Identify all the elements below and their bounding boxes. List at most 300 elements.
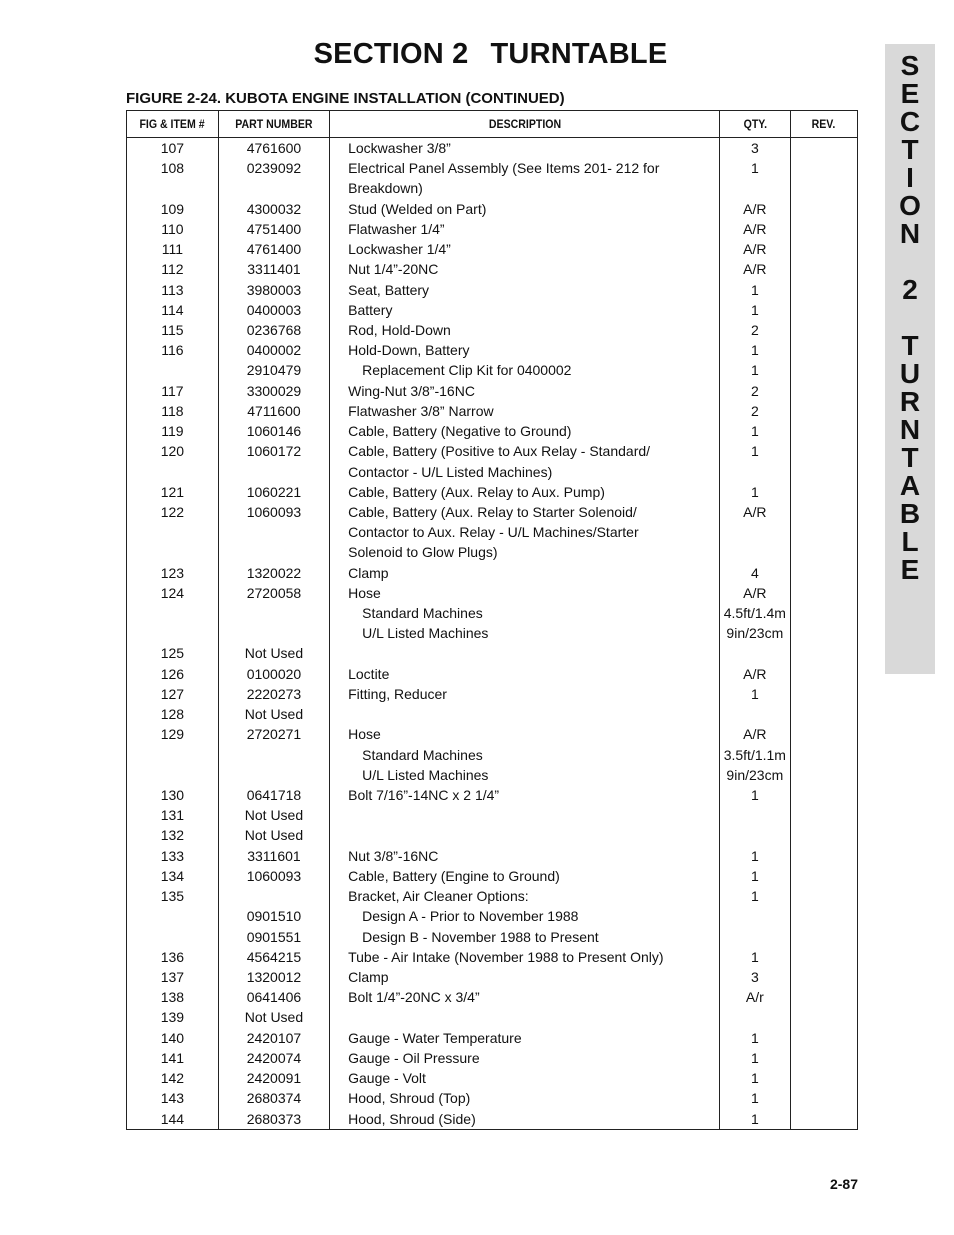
- side-tab-letter: 2: [902, 274, 918, 305]
- revision-cell: [790, 300, 857, 320]
- item-number-cell: 112: [127, 259, 219, 279]
- revision-cell: [790, 765, 857, 785]
- part-number-cell: 2720058: [218, 583, 329, 603]
- item-number-cell: [127, 906, 219, 926]
- revision-cell: [790, 1048, 857, 1068]
- description-cell: [330, 805, 720, 825]
- part-number-cell: Not Used: [218, 643, 329, 663]
- quantity-cell: 3.5ft/1.1m: [719, 745, 790, 765]
- quantity-cell: 4.5ft/1.4m: [719, 603, 790, 623]
- side-tab-letter: T: [901, 134, 919, 165]
- item-number-cell: 130: [127, 785, 219, 805]
- part-number-cell: 0236768: [218, 320, 329, 340]
- side-tab-letter: T: [901, 442, 919, 473]
- description-cell: Hood, Shroud (Side): [330, 1109, 720, 1130]
- table-row: [127, 1007, 858, 1027]
- side-tab-letter: S: [900, 50, 920, 81]
- column-header-qty: QTY.: [719, 111, 790, 138]
- table-row: [127, 927, 858, 947]
- side-tab-letter: N: [899, 414, 921, 445]
- page-number: 2-87: [829, 1176, 858, 1192]
- table-row: [127, 482, 858, 502]
- description-cell: Standard Machines: [330, 745, 720, 765]
- quantity-cell: 1: [719, 300, 790, 320]
- description-cell: Design A - Prior to November 1988: [330, 906, 720, 926]
- description-cell: Design B - November 1988 to Present: [330, 927, 720, 947]
- item-number-cell: [127, 178, 219, 198]
- quantity-cell: [719, 825, 790, 845]
- revision-cell: [790, 259, 857, 279]
- column-header-description: DESCRIPTION: [330, 111, 720, 138]
- table-row: [127, 320, 858, 340]
- side-tab-letter: L: [901, 526, 919, 557]
- revision-cell: [790, 583, 857, 603]
- description-cell: Flatwasher 3/8” Narrow: [330, 401, 720, 421]
- quantity-cell: A/R: [719, 724, 790, 744]
- table-row: [127, 785, 858, 805]
- parts-table: [126, 110, 858, 1130]
- item-number-cell: 119: [127, 421, 219, 441]
- description-cell: Cable, Battery (Negative to Ground): [330, 421, 720, 441]
- table-row: [127, 704, 858, 724]
- description-cell: Hose: [330, 724, 720, 744]
- table-row: [127, 199, 858, 219]
- revision-cell: [790, 1088, 857, 1108]
- item-number-cell: 118: [127, 401, 219, 421]
- part-number-cell: Not Used: [218, 825, 329, 845]
- part-number-cell: [218, 765, 329, 785]
- quantity-cell: 1: [719, 441, 790, 461]
- quantity-cell: A/R: [719, 259, 790, 279]
- description-cell: Hose: [330, 583, 720, 603]
- part-number-cell: 3300029: [218, 381, 329, 401]
- section-side-tab: [885, 44, 935, 674]
- quantity-cell: 1: [719, 340, 790, 360]
- item-number-cell: [127, 542, 219, 562]
- part-number-cell: 1320022: [218, 563, 329, 583]
- item-number-cell: [127, 765, 219, 785]
- table-row: [127, 381, 858, 401]
- part-number-cell: 2420091: [218, 1068, 329, 1088]
- item-number-cell: 110: [127, 219, 219, 239]
- table-row: [127, 178, 858, 198]
- table-row: [127, 502, 858, 522]
- description-cell: Rod, Hold-Down: [330, 320, 720, 340]
- item-number-cell: [127, 623, 219, 643]
- item-number-cell: 137: [127, 967, 219, 987]
- description-cell: U/L Listed Machines: [330, 623, 720, 643]
- revision-cell: [790, 522, 857, 542]
- side-tab-letter: U: [899, 358, 921, 389]
- side-tab-letter: I: [906, 162, 914, 193]
- part-number-cell: 0641718: [218, 785, 329, 805]
- item-number-cell: 113: [127, 280, 219, 300]
- part-number-cell: [218, 886, 329, 906]
- item-number-cell: [127, 360, 219, 380]
- parts-table-body: [127, 138, 858, 1130]
- column-header-item: FIG & ITEM #: [127, 111, 219, 138]
- revision-cell: [790, 381, 857, 401]
- quantity-cell: 1: [719, 846, 790, 866]
- part-number-cell: 2220273: [218, 684, 329, 704]
- item-number-cell: 120: [127, 441, 219, 461]
- quantity-cell: [719, 704, 790, 724]
- table-row: [127, 684, 858, 704]
- table-row: [127, 906, 858, 926]
- item-number-cell: 132: [127, 825, 219, 845]
- part-number-cell: 1060093: [218, 502, 329, 522]
- item-number-cell: 144: [127, 1109, 219, 1130]
- quantity-cell: 1: [719, 1088, 790, 1108]
- quantity-cell: 2: [719, 320, 790, 340]
- side-tab-letter: N: [899, 218, 921, 249]
- revision-cell: [790, 805, 857, 825]
- description-cell: Fitting, Reducer: [330, 684, 720, 704]
- side-tab-letter: E: [900, 78, 920, 109]
- table-header-row: [127, 111, 858, 138]
- description-cell: Hold-Down, Battery: [330, 340, 720, 360]
- description-cell: Seat, Battery: [330, 280, 720, 300]
- part-number-cell: 0901510: [218, 906, 329, 926]
- item-number-cell: 133: [127, 846, 219, 866]
- description-cell: Nut 1/4”-20NC: [330, 259, 720, 279]
- part-number-cell: 3311601: [218, 846, 329, 866]
- table-row: [127, 846, 858, 866]
- table-row: [127, 401, 858, 421]
- table-row: [127, 1028, 858, 1048]
- side-tab-letter: T: [901, 330, 919, 361]
- item-number-cell: 109: [127, 199, 219, 219]
- quantity-cell: 1: [719, 360, 790, 380]
- table-row: [127, 158, 858, 178]
- revision-cell: [790, 199, 857, 219]
- description-cell: Breakdown): [330, 178, 720, 198]
- table-row: [127, 462, 858, 482]
- revision-cell: [790, 745, 857, 765]
- description-cell: Tube - Air Intake (November 1988 to Present Only): [330, 947, 720, 967]
- quantity-cell: 1: [719, 1109, 790, 1130]
- table-row: [127, 643, 858, 663]
- quantity-cell: A/R: [719, 199, 790, 219]
- item-number-cell: 139: [127, 1007, 219, 1027]
- revision-cell: [790, 947, 857, 967]
- description-cell: Replacement Clip Kit for 0400002: [330, 360, 720, 380]
- description-cell: Stud (Welded on Part): [330, 199, 720, 219]
- part-number-cell: 4711600: [218, 401, 329, 421]
- table-row: [127, 239, 858, 259]
- table-row: [127, 664, 858, 684]
- revision-cell: [790, 320, 857, 340]
- quantity-cell: 3: [719, 138, 790, 159]
- description-cell: Clamp: [330, 563, 720, 583]
- table-row: [127, 542, 858, 562]
- part-number-cell: 1320012: [218, 967, 329, 987]
- part-number-cell: 3980003: [218, 280, 329, 300]
- revision-cell: [790, 1068, 857, 1088]
- item-number-cell: 108: [127, 158, 219, 178]
- revision-cell: [790, 1028, 857, 1048]
- quantity-cell: 1: [719, 785, 790, 805]
- revision-cell: [790, 906, 857, 926]
- description-cell: Battery: [330, 300, 720, 320]
- table-row: [127, 1068, 858, 1088]
- item-number-cell: 127: [127, 684, 219, 704]
- description-cell: Cable, Battery (Aux. Relay to Aux. Pump): [330, 482, 720, 502]
- table-row: [127, 219, 858, 239]
- description-cell: Electrical Panel Assembly (See Items 201- 212 for: [330, 158, 720, 178]
- item-number-cell: 138: [127, 987, 219, 1007]
- revision-cell: [790, 1007, 857, 1027]
- description-cell: Contactor - U/L Listed Machines): [330, 462, 720, 482]
- part-number-cell: 2910479: [218, 360, 329, 380]
- revision-cell: [790, 967, 857, 987]
- table-row: [127, 1088, 858, 1108]
- side-tab-letter: A: [899, 470, 921, 501]
- revision-cell: [790, 664, 857, 684]
- side-tab-letter: E: [900, 554, 920, 585]
- item-number-cell: 125: [127, 643, 219, 663]
- description-cell: Gauge - Oil Pressure: [330, 1048, 720, 1068]
- quantity-cell: 9in/23cm: [719, 765, 790, 785]
- item-number-cell: 140: [127, 1028, 219, 1048]
- part-number-cell: 1060172: [218, 441, 329, 461]
- item-number-cell: 129: [127, 724, 219, 744]
- table-row: [127, 987, 858, 1007]
- quantity-cell: [719, 906, 790, 926]
- quantity-cell: [719, 522, 790, 542]
- revision-cell: [790, 401, 857, 421]
- description-cell: Bolt 1/4”-20NC x 3/4”: [330, 987, 720, 1007]
- quantity-cell: [719, 643, 790, 663]
- quantity-cell: [719, 178, 790, 198]
- column-header-part-number: PART NUMBER: [218, 111, 329, 138]
- revision-cell: [790, 360, 857, 380]
- quantity-cell: [719, 805, 790, 825]
- part-number-cell: 3311401: [218, 259, 329, 279]
- revision-cell: [790, 563, 857, 583]
- figure-title: FIGURE 2-24. KUBOTA ENGINE INSTALLATION (CONTINUED): [126, 90, 565, 107]
- description-cell: Gauge - Volt: [330, 1068, 720, 1088]
- table-row: [127, 825, 858, 845]
- part-number-cell: 1060093: [218, 866, 329, 886]
- revision-cell: [790, 866, 857, 886]
- revision-cell: [790, 421, 857, 441]
- part-number-cell: 2720271: [218, 724, 329, 744]
- quantity-cell: A/R: [719, 502, 790, 522]
- revision-cell: [790, 987, 857, 1007]
- table-row: [127, 886, 858, 906]
- item-number-cell: 135: [127, 886, 219, 906]
- revision-cell: [790, 219, 857, 239]
- revision-cell: [790, 482, 857, 502]
- part-number-cell: [218, 745, 329, 765]
- part-number-cell: 1060221: [218, 482, 329, 502]
- item-number-cell: 142: [127, 1068, 219, 1088]
- part-number-cell: [218, 178, 329, 198]
- description-cell: Clamp: [330, 967, 720, 987]
- part-number-cell: [218, 542, 329, 562]
- description-cell: Wing-Nut 3/8”-16NC: [330, 381, 720, 401]
- table-row: [127, 866, 858, 886]
- quantity-cell: [719, 542, 790, 562]
- part-number-cell: Not Used: [218, 704, 329, 724]
- description-cell: Lockwasher 3/8”: [330, 138, 720, 159]
- item-number-cell: 136: [127, 947, 219, 967]
- side-tab-letter: B: [899, 498, 921, 529]
- table-row: [127, 259, 858, 279]
- revision-cell: [790, 462, 857, 482]
- table-row: [127, 340, 858, 360]
- part-number-cell: Not Used: [218, 1007, 329, 1027]
- quantity-cell: 1: [719, 280, 790, 300]
- table-row: [127, 603, 858, 623]
- revision-cell: [790, 704, 857, 724]
- revision-cell: [790, 280, 857, 300]
- description-cell: [330, 825, 720, 845]
- section-label: SECTION 2: [313, 38, 469, 70]
- quantity-cell: A/R: [719, 664, 790, 684]
- quantity-cell: 1: [719, 947, 790, 967]
- table-row: [127, 421, 858, 441]
- description-cell: Cable, Battery (Aux. Relay to Starter Solenoid/: [330, 502, 720, 522]
- item-number-cell: [127, 745, 219, 765]
- item-number-cell: 141: [127, 1048, 219, 1068]
- item-number-cell: 124: [127, 583, 219, 603]
- revision-cell: [790, 138, 857, 159]
- table-row: [127, 805, 858, 825]
- table-row: [127, 441, 858, 461]
- item-number-cell: 114: [127, 300, 219, 320]
- table-row: [127, 745, 858, 765]
- item-number-cell: 134: [127, 866, 219, 886]
- revision-cell: [790, 603, 857, 623]
- part-number-cell: 0901551: [218, 927, 329, 947]
- quantity-cell: [719, 462, 790, 482]
- item-number-cell: 143: [127, 1088, 219, 1108]
- description-cell: Solenoid to Glow Plugs): [330, 542, 720, 562]
- part-number-cell: 2420107: [218, 1028, 329, 1048]
- quantity-cell: 4: [719, 563, 790, 583]
- table-row: [127, 623, 858, 643]
- item-number-cell: 111: [127, 239, 219, 259]
- table-row: [127, 967, 858, 987]
- item-number-cell: 107: [127, 138, 219, 159]
- table-row: [127, 724, 858, 744]
- part-number-cell: 0641406: [218, 987, 329, 1007]
- item-number-cell: 121: [127, 482, 219, 502]
- quantity-cell: A/R: [719, 239, 790, 259]
- description-cell: Bracket, Air Cleaner Options:: [330, 886, 720, 906]
- table-row: [127, 947, 858, 967]
- revision-cell: [790, 825, 857, 845]
- item-number-cell: 126: [127, 664, 219, 684]
- table-row: [127, 1048, 858, 1068]
- item-number-cell: 128: [127, 704, 219, 724]
- part-number-cell: 4761400: [218, 239, 329, 259]
- description-cell: Flatwasher 1/4”: [330, 219, 720, 239]
- table-row: [127, 1109, 858, 1130]
- revision-cell: [790, 684, 857, 704]
- quantity-cell: [719, 1007, 790, 1027]
- side-tab-letter: C: [899, 106, 921, 137]
- quantity-cell: 1: [719, 886, 790, 906]
- part-number-cell: 0400003: [218, 300, 329, 320]
- quantity-cell: A/r: [719, 987, 790, 1007]
- description-cell: Gauge - Water Temperature: [330, 1028, 720, 1048]
- part-number-cell: 2680374: [218, 1088, 329, 1108]
- description-cell: Lockwasher 1/4”: [330, 239, 720, 259]
- quantity-cell: A/R: [719, 219, 790, 239]
- table-row: [127, 280, 858, 300]
- quantity-cell: 1: [719, 158, 790, 178]
- description-cell: [330, 1007, 720, 1027]
- quantity-cell: 1: [719, 866, 790, 886]
- revision-cell: [790, 178, 857, 198]
- quantity-cell: [719, 927, 790, 947]
- quantity-cell: 1: [719, 1068, 790, 1088]
- table-row: [127, 522, 858, 542]
- revision-cell: [790, 239, 857, 259]
- revision-cell: [790, 340, 857, 360]
- revision-cell: [790, 785, 857, 805]
- description-cell: [330, 643, 720, 663]
- table-row: [127, 360, 858, 380]
- part-number-cell: 2420074: [218, 1048, 329, 1068]
- item-number-cell: [127, 603, 219, 623]
- side-tab-letters: [885, 52, 935, 584]
- revision-cell: [790, 1109, 857, 1130]
- table-row: [127, 583, 858, 603]
- quantity-cell: 1: [719, 421, 790, 441]
- item-number-cell: [127, 927, 219, 947]
- description-cell: [330, 704, 720, 724]
- part-number-cell: [218, 603, 329, 623]
- item-number-cell: 122: [127, 502, 219, 522]
- part-number-cell: 4300032: [218, 199, 329, 219]
- revision-cell: [790, 643, 857, 663]
- description-cell: Loctite: [330, 664, 720, 684]
- quantity-cell: 1: [719, 684, 790, 704]
- quantity-cell: 3: [719, 967, 790, 987]
- side-tab-letter: R: [899, 386, 921, 417]
- item-number-cell: 123: [127, 563, 219, 583]
- description-cell: U/L Listed Machines: [330, 765, 720, 785]
- description-cell: Nut 3/8”-16NC: [330, 846, 720, 866]
- quantity-cell: 2: [719, 401, 790, 421]
- description-cell: Contactor to Aux. Relay - U/L Machines/Starter: [330, 522, 720, 542]
- revision-cell: [790, 724, 857, 744]
- part-number-cell: Not Used: [218, 805, 329, 825]
- quantity-cell: 1: [719, 1048, 790, 1068]
- part-number-cell: [218, 623, 329, 643]
- revision-cell: [790, 886, 857, 906]
- quantity-cell: 9in/23cm: [719, 623, 790, 643]
- part-number-cell: 4761600: [218, 138, 329, 159]
- part-number-cell: 4751400: [218, 219, 329, 239]
- part-number-cell: 1060146: [218, 421, 329, 441]
- quantity-cell: 2: [719, 381, 790, 401]
- part-number-cell: 4564215: [218, 947, 329, 967]
- quantity-cell: 1: [719, 1028, 790, 1048]
- revision-cell: [790, 502, 857, 522]
- item-number-cell: 117: [127, 381, 219, 401]
- description-cell: Hood, Shroud (Top): [330, 1088, 720, 1108]
- quantity-cell: A/R: [719, 583, 790, 603]
- section-name: TURNTABLE: [490, 38, 668, 70]
- part-number-cell: [218, 462, 329, 482]
- description-cell: Standard Machines: [330, 603, 720, 623]
- part-number-cell: 0100020: [218, 664, 329, 684]
